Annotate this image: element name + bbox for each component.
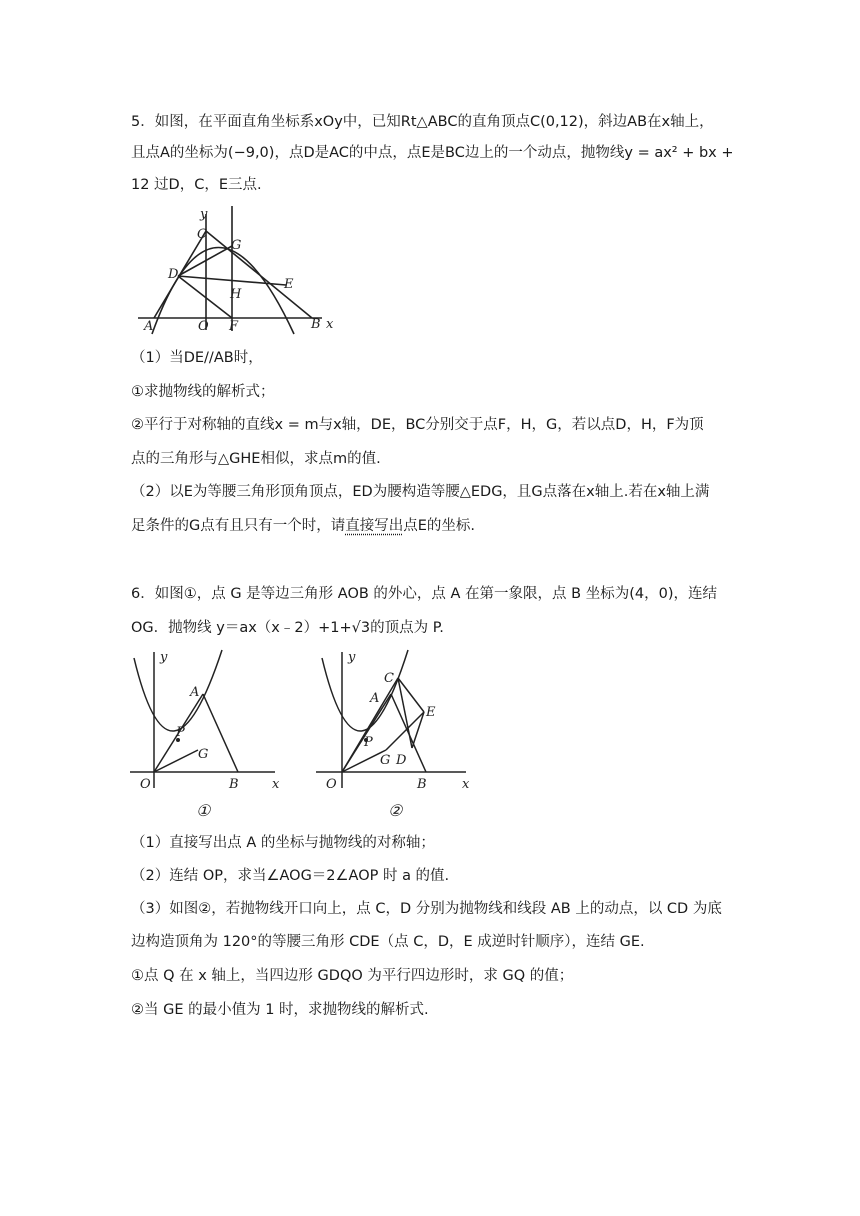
label-A: A [144, 319, 154, 334]
label-P: P [176, 725, 185, 740]
problem5-q2-line2 [131, 516, 475, 536]
label-O: O [198, 319, 209, 334]
figure2-caption: ② [388, 801, 403, 820]
label-P: P [364, 735, 373, 750]
problem5-line1: 5．如图，在平面直角坐标系xOy中，已知Rt△ABC的直角顶点C(0,12)，斜边AB在x轴上， [131, 114, 714, 130]
label-x: x [272, 777, 280, 792]
label-O: O [140, 777, 151, 792]
label-G: G [380, 753, 391, 768]
problem6-figure2 [316, 648, 476, 828]
problem5-line2: 且点A的坐标为(−9,0)，点D是AC的中点，点E是BC边上的一个动点，抛物线y = ax² + bx + [131, 145, 734, 161]
problem6-line2: OG．抛物线 y＝ax（x﹣2）+1+√3的顶点为 P. [131, 620, 444, 636]
label-F: F [229, 319, 239, 334]
problem5-figure [134, 206, 344, 336]
label-A: A [370, 691, 380, 706]
figure1-caption: ① [196, 801, 211, 820]
label-H: H [230, 287, 242, 302]
label-y: y [160, 650, 168, 665]
problem5-line3: 12 过D，C，E三点. [131, 177, 262, 193]
label-B: B [311, 317, 321, 332]
problem5-q1a: ①求抛物线的解析式； [131, 384, 275, 400]
label-B: B [417, 777, 427, 792]
label-x: x [326, 317, 334, 332]
problem6-q3-line1: （3）如图②，若抛物线开口向上，点 C，D 分别为抛物线和线段 AB 上的动点，以 CD 为底 [131, 901, 722, 917]
label-B: B [229, 777, 239, 792]
problem6-q1: （1）直接写出点 A 的坐标与抛物线的对称轴； [131, 835, 435, 851]
problem6-q3b: ②当 GE 的最小值为 1 时，求抛物线的解析式. [131, 1002, 429, 1018]
problem5-q2-line2-c: 点E的坐标. [403, 518, 476, 534]
label-E: E [284, 277, 294, 292]
label-G: G [231, 238, 242, 253]
label-D: D [168, 267, 179, 282]
label-C: C [384, 671, 394, 686]
label-C: C [197, 227, 207, 242]
problem5-q1: （1）当DE//AB时， [131, 350, 263, 366]
label-y: y [200, 207, 208, 222]
label-G: G [198, 747, 209, 762]
parabola [134, 650, 222, 731]
problem5-q1b-line1: ②平行于对称轴的直线x = m与x轴，DE，BC分别交于点F，H，G，若以点D，H，F为顶 [131, 417, 704, 433]
problem5-q2-line2-a: 足条件的G点有且只有一个时，请 [131, 518, 346, 534]
label-A: A [190, 685, 200, 700]
problem5-q2-line1: （2）以E为等腰三角形顶角顶点，ED为腰构造等腰△EDG，且G点落在x轴上.若在x轴上满 [131, 484, 710, 500]
problem5-q2-emphasis: 直接写出 [345, 518, 404, 534]
problem6-line1: 6．如图①，点 G 是等边三角形 AOB 的外心，点 A 在第一象限，点 B 坐标为(4，0)，连结 [131, 586, 717, 602]
problem6-q3a: ①点 Q 在 x 轴上，当四边形 GDQO 为平行四边形时，求 GQ 的值； [131, 968, 574, 984]
problem6-q2: （2）连结 OP，求当∠AOG＝2∠AOP 时 a 的值. [131, 868, 450, 884]
label-x: x [462, 777, 470, 792]
label-y: y [348, 650, 356, 665]
problem5-q1b-line2: 点的三角形与△GHE相似，求点m的值. [131, 451, 381, 467]
label-D: D [396, 753, 407, 768]
problem6-q3-line2: 边构造顶角为 120°的等腰三角形 CDE（点 C，D，E 成逆时针顺序），连结 GE. [131, 934, 645, 950]
parabola [322, 650, 408, 731]
problem6-figure1 [130, 648, 290, 828]
label-O: O [326, 777, 337, 792]
label-E: E [426, 705, 436, 720]
